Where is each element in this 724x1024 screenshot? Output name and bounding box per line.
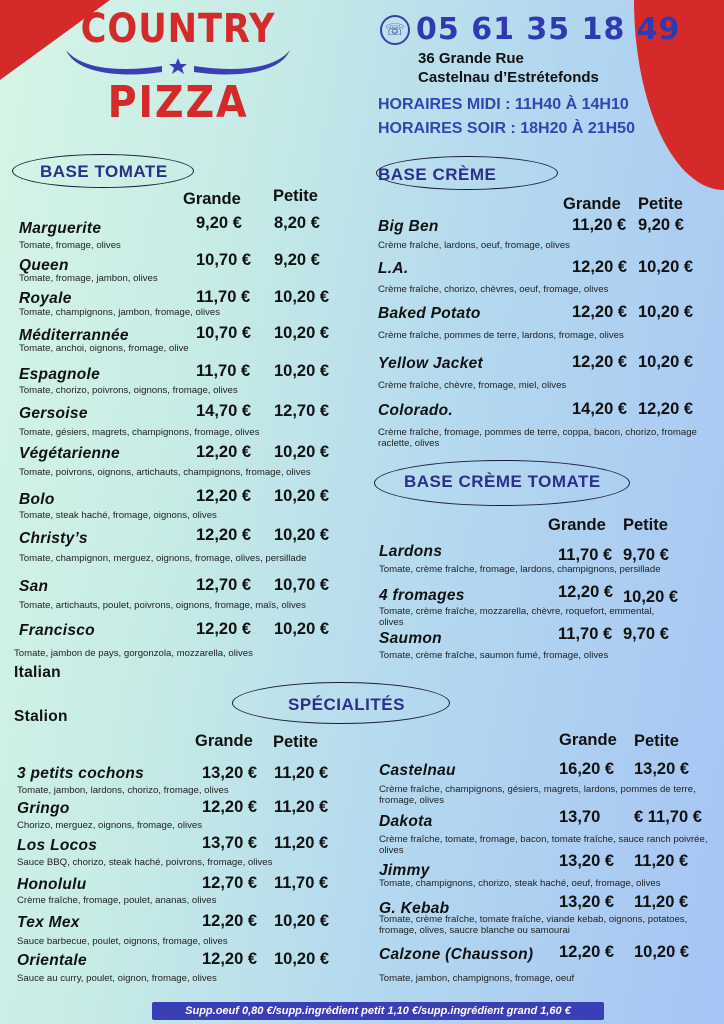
price-petite: 13,20 € [634,760,690,778]
price-petite: 11,20 € [634,893,689,911]
brand-line2: PIZZA [107,77,249,128]
price-grande: 12,20 € [572,258,628,276]
item-description: Tomate, fromage, jambon, olives [19,273,158,284]
price-petite: 9,20 € [274,251,320,269]
price-grande: 14,20 € [572,400,628,418]
item-description: Tomate, jambon, lardons, chorizo, fromage, olives [17,785,229,796]
price-grande: 11,70 € [196,288,251,306]
section-title-base-creme-tomate: BASE CRÈME TOMATE [404,472,601,491]
price-petite: 12,20 € [638,400,694,418]
item-description: Tomate, artichauts, poulet, poivrons, oignons, fromage, maïs, olives [19,600,306,611]
item-name: G. Kebab [379,900,450,917]
item-name: Castelnau [379,762,456,779]
price-petite: 12,70 € [274,402,330,420]
item-name-stalion: Stalion [14,708,68,725]
item-description: Crème fraîche, tomate, fromage, bacon, tomate fraîche, sauce ranch poivrée, olives [379,834,708,856]
address-street: 36 Grande Rue [418,50,524,67]
price-grande: 14,70 € [196,402,252,420]
price-grande: 12,20 € [196,526,252,544]
col-header-grande: Grande [559,731,617,749]
phone-number[interactable]: 05 61 35 18 49 [416,12,681,47]
price-petite: 10,20 € [638,258,694,276]
price-petite: 9,70 € [623,546,669,564]
item-name: Honolulu [17,876,87,893]
price-petite: 11,20 € [274,764,329,782]
price-grande: 12,70 € [202,874,258,892]
address-city: Castelnau d’Estrétefonds [418,69,599,86]
item-description: Crème fraîche, chorizo, chèvres, oeuf, fromage, olives [378,284,609,295]
price-grande: 13,20 € [559,852,615,870]
item-description: Tomate, jambon, champignons, fromage, oeuf [379,973,575,984]
item-name: Saumon [379,630,442,647]
price-grande: 12,20 € [572,303,628,321]
price-grande: 13,20 € [202,764,258,782]
price-grande: 12,20 € [196,487,252,505]
item-name: Marguerite [19,220,102,237]
price-grande: 12,70 € [196,576,252,594]
col-header-petite: Petite [634,732,679,750]
item-description: Crème fraîche, lardons, oeuf, fromage, olives [378,240,570,251]
price-petite: 10,20 € [274,620,330,638]
item-description: Tomate, crème fraîche, tomate fraîche, viande kebab, oignons, potatoes, fromage, olives, saucre blanche ou samourai [379,914,688,936]
col-header-grande: Grande [183,190,241,208]
price-petite: 10,20 € [274,950,330,968]
item-name: Jimmy [379,862,430,879]
price-grande: 10,70 € [196,251,252,269]
col-header-grande: Grande [548,516,606,534]
price-petite: 10,20 € [274,362,330,380]
section-title-base-tomate: BASE TOMATE [40,162,168,181]
price-petite: 10,20 € [274,324,330,342]
star-icon [169,58,187,74]
col-header-petite: Petite [623,516,668,534]
item-name: San [19,578,49,595]
item-description: Tomate, poivrons, oignons, artichauts, champignons, fromage, olives [19,467,311,478]
item-name: Colorado. [378,402,454,419]
item-name-italian: Italian [14,664,61,681]
price-grande: 12,20 € [559,943,615,961]
price-grande: 12,20 € [558,583,614,601]
item-description: Tomate, champignons, chorizo, steak haché, oeuf, fromage, olives [379,878,661,889]
price-grande: 11,20 € [572,216,627,234]
price-petite: 9,70 € [623,625,669,643]
price-petite: € 11,70 € [634,808,702,826]
brand-logo [62,6,294,136]
section-title-base-creme: BASE CRÈME [378,165,497,184]
price-petite: 11,20 € [274,834,329,852]
item-name: Christy’s [19,530,88,547]
item-description: Tomate, crème fraîche, mozzarella, chèvre, roquefort, emmental, olives [379,606,655,628]
item-description: Crème fraîche, fromage, poulet, ananas, olives [17,895,217,906]
price-petite: 10,20 € [274,487,330,505]
item-name: Yellow Jacket [378,355,483,372]
price-grande: 12,20 € [196,620,252,638]
item-name: Royale [19,290,72,307]
col-header-petite: Petite [638,195,683,213]
brand-line1: COUNTRY [80,6,276,52]
item-name: Végétarienne [19,445,120,462]
price-grande: 13,20 € [559,893,615,911]
item-name: Gersoise [19,405,88,422]
price-grande: 16,20 € [559,760,615,778]
col-header-grande: Grande [563,195,621,213]
item-name: Gringo [17,800,70,817]
price-petite: 10,20 € [638,353,694,371]
item-description: Crème fraîche, champignons, gésiers, magrets, lardons, pommes de terre, fromage, olives [379,784,696,806]
item-description: Tomate, crème fraîche, saumon fumé, fromage, olives [379,650,609,661]
item-name: L.A. [378,260,409,277]
price-petite: 10,20 € [274,288,330,306]
price-grande: 11,70 € [558,625,613,643]
price-grande: 11,70 € [196,362,251,380]
col-header-grande: Grande [195,732,253,750]
item-description: Sauce au curry, poulet, oignon, fromage, olives [17,973,217,984]
item-name: Francisco [19,622,95,639]
item-description: Tomate, chorizo, poivrons, oignons, fromage, olives [19,385,238,396]
item-name: Baked Potato [378,305,481,322]
item-description: Tomate, crème fraîche, fromage, lardons, champignons, persillade [379,564,661,575]
price-petite: 10,20 € [274,443,330,461]
item-name: Espagnole [19,366,101,383]
item-description: Crème fraîche, chèvre, fromage, miel, olives [378,380,567,391]
price-petite: 11,70 € [274,874,329,892]
item-description: Tomate, steak haché, fromage, oignons, olives [19,510,217,521]
item-name: Queen [19,257,69,274]
item-name: Dakota [379,813,433,830]
price-grande: 10,70 € [196,324,252,342]
price-petite: 9,20 € [638,216,684,234]
item-name: Los Locos [17,837,98,854]
price-petite: 10,20 € [274,912,330,930]
item-name: Calzone (Chausson) [379,946,534,963]
item-name: 4 fromages [379,587,465,604]
price-petite: 11,20 € [634,852,689,870]
price-grande: 11,70 € [558,546,613,564]
price-petite: 10,20 € [623,588,679,606]
item-description: Sauce BBQ, chorizo, steak haché, poivrons, fromage, olives [17,857,273,868]
col-header-petite: Petite [273,187,318,205]
price-petite: 8,20 € [274,214,320,232]
section-title-specialites: SPÉCIALITÉS [288,695,405,714]
item-description: Crème fraîche, fromage, pommes de terre, coppa, bacon, chorizo, fromage raclette, olives [378,427,697,449]
horns-icon [62,48,294,78]
hours-midi: HORAIRES MIDI : 11H40 À 14H10 [378,96,629,113]
price-grande: 12,20 € [572,353,628,371]
phone-block[interactable] [380,12,681,47]
item-name: Big Ben [378,218,439,235]
phone-icon: ☏ [380,15,410,45]
supplements-banner: Supp.oeuf 0,80 €/supp.ingrédient petit 1,10 €/supp.ingrédient grand 1,60 € [152,1002,604,1020]
col-header-petite: Petite [273,733,318,751]
price-grande: 9,20 € [196,214,242,232]
item-description: Sauce barbecue, poulet, oignons, fromage, olives [17,936,228,947]
price-petite: 11,20 € [274,798,329,816]
item-name: Méditerrannée [19,327,129,344]
item-name: Orientale [17,952,87,969]
item-description: Tomate, gésiers, magrets, champignons, fromage, olives [19,427,260,438]
price-grande: 12,20 € [202,950,258,968]
price-petite: 10,20 € [634,943,690,961]
hours-soir: HORAIRES SOIR : 18H20 À 21H50 [378,120,635,137]
item-description: Chorizo, merguez, oignons, fromage, olives [17,820,203,831]
price-grande: 12,20 € [202,798,258,816]
price-grande: 12,20 € [202,912,258,930]
item-description: Tomate, champignon, merguez, oignons, fromage, olives, persillade [19,553,307,564]
item-description: Crème fraîche, pommes de terre, lardons, fromage, olives [378,330,624,341]
price-petite: 10,70 € [274,576,330,594]
item-description: Tomate, jambon de pays, gorgonzola, mozzarella, olives [14,648,253,659]
price-petite: 10,20 € [274,526,330,544]
item-description: Tomate, anchoi, oignons, fromage, olive [19,343,189,354]
item-name: 3 petits cochons [17,765,145,782]
price-grande: 12,20 € [196,443,252,461]
price-grande: 13,70 € [202,834,258,852]
item-name: Bolo [19,491,55,508]
item-name: Lardons [379,543,443,560]
item-name: Tex Mex [17,914,80,931]
price-grande: 13,70 [559,808,601,826]
item-description: Tomate, fromage, olives [19,240,121,251]
item-description: Tomate, champignons, jambon, fromage, olives [19,307,221,318]
price-petite: 10,20 € [638,303,694,321]
